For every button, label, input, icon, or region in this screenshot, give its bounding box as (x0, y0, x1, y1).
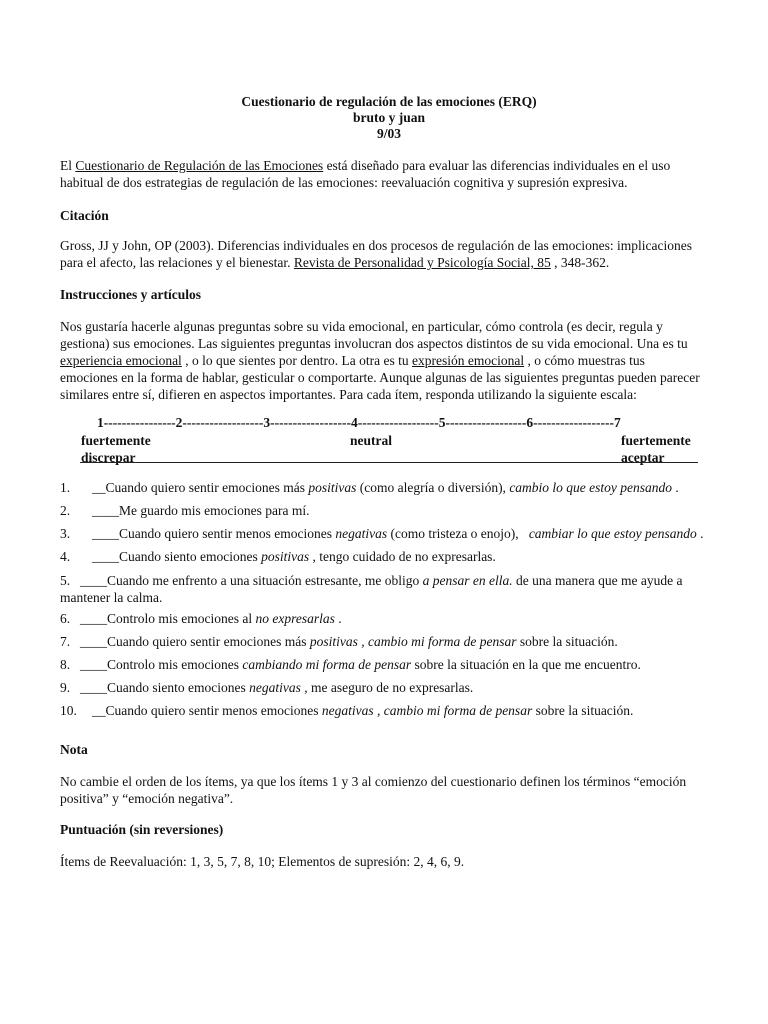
document-date: 9/03 (376, 126, 401, 141)
answer-blank[interactable]: __ (92, 703, 106, 718)
scoring-text: Ítems de Reevaluación: 1, 3, 5, 7, 8, 10; Elementos de supresión: 2, 4, 6, 9. (60, 854, 465, 869)
scale-divider (80, 462, 698, 463)
question-item-4: 4. ____Cuando siento emociones positivas , tengo cuidado de no expresarlas. (60, 549, 496, 564)
scale-right-label: fuertemente aceptar (621, 433, 691, 465)
answer-blank[interactable]: ____ (92, 526, 119, 541)
answer-blank[interactable]: ____ (80, 657, 107, 672)
answer-blank[interactable]: __ (92, 480, 106, 495)
emotional-experience-link[interactable]: experiencia emocional (60, 353, 182, 368)
scoring-heading: Puntuación (sin reversiones) (60, 822, 224, 837)
erq-link[interactable]: Cuestionario de Regulación de las Emociones (75, 158, 324, 173)
question-item-9: 9. ____Cuando siento emociones negativas , me aseguro de no expresarlas. (60, 680, 474, 695)
note-paragraph: No cambie el orden de los ítems, ya que los ítems 1 y 3 al comienzo del cuestionario definen los términos “emoción positiva” y “emoción negativa”. (60, 774, 687, 806)
document-authors: bruto y juan (352, 110, 425, 125)
question-item-3: 3. ____Cuando quiero sentir menos emociones negativas (como tristeza o enojo), cambiar lo que estoy pensando . (60, 526, 704, 541)
question-item-7: 7. ____Cuando quiero sentir emociones más positivas , cambio mi forma de pensar sobre la situación. (60, 634, 618, 649)
answer-blank[interactable]: ____ (80, 634, 107, 649)
question-item-8: 8. ____Controlo mis emociones cambiando mi forma de pensar sobre la situación en la que me encuentro. (60, 657, 641, 672)
answer-blank[interactable]: ____ (80, 611, 107, 626)
question-item-2: 2. ____Me guardo mis emociones para mí. (60, 503, 310, 518)
question-item-1: 1. __Cuando quiero sentir emociones más positivas (como alegría o diversión), cambio lo que estoy pensando . (60, 480, 679, 495)
citation-heading: Citación (60, 208, 109, 223)
instructions-heading: Instrucciones y artículos (60, 287, 201, 302)
instructions-paragraph: Nos gustaría hacerle algunas preguntas sobre su vida emocional, en particular, cómo controla (es decir, regula y gestiona) sus emociones. Las siguientes preguntas involucran dos aspectos distintos de su vida emocional. Una es tu experiencia emocional , o lo que sientes por dentro. La otra es tu expresión emocional , o cómo muestras tus emociones en la forma de hablar, gesticular o comportarte. Aunque algunas de las siguientes preguntas pueden parecer similares entre sí, difieren en aspectos importantes. Para cada ítem, responda utilizando la siguiente escala: (60, 319, 700, 402)
journal-link[interactable]: Revista de Personalidad y Psicología Social, 85 (293, 255, 551, 270)
answer-blank[interactable]: ____ (80, 680, 107, 695)
answer-blank[interactable]: ____ (92, 549, 119, 564)
scale-left-label: fuertemente discrepar (81, 433, 151, 465)
rating-scale: 1----------------2------------------3------------------4------------------5------------------6------------------7 (97, 415, 621, 430)
note-heading: Nota (60, 742, 88, 757)
document-title: Cuestionario de regulación de las emociones (ERQ) (241, 94, 537, 109)
answer-blank[interactable]: ____ (92, 503, 119, 518)
intro-paragraph: El Cuestionario de Regulación de las Emociones está diseñado para evaluar las diferencias individuales en el uso habitual de dos estrategias de regulación de las emociones: reevaluación cognitiva y supresión expresiva. (60, 158, 671, 190)
question-item-10: 10. __Cuando quiero sentir menos emociones negativas , cambio mi forma de pensar sobre la situación. (60, 703, 634, 718)
emotional-expression-link[interactable]: expresión emocional (412, 353, 525, 368)
scale-middle-label: neutral (350, 433, 392, 448)
citation-paragraph: Gross, JJ y John, OP (2003). Diferencias individuales en dos procesos de regulación de las emociones: implicaciones para el afecto, las relaciones y el bienestar. Revista de Personalidad y Psicología Social, 85 , 348-362. (60, 238, 692, 270)
question-item-6: 6. ____Controlo mis emociones al no expresarlas . (60, 611, 342, 626)
question-item-5: 5. ____Cuando me enfrento a una situación estresante, me obligo a pensar en ella. de una manera que me ayude a mantener la calma. (60, 573, 683, 605)
answer-blank[interactable]: ____ (80, 573, 107, 588)
